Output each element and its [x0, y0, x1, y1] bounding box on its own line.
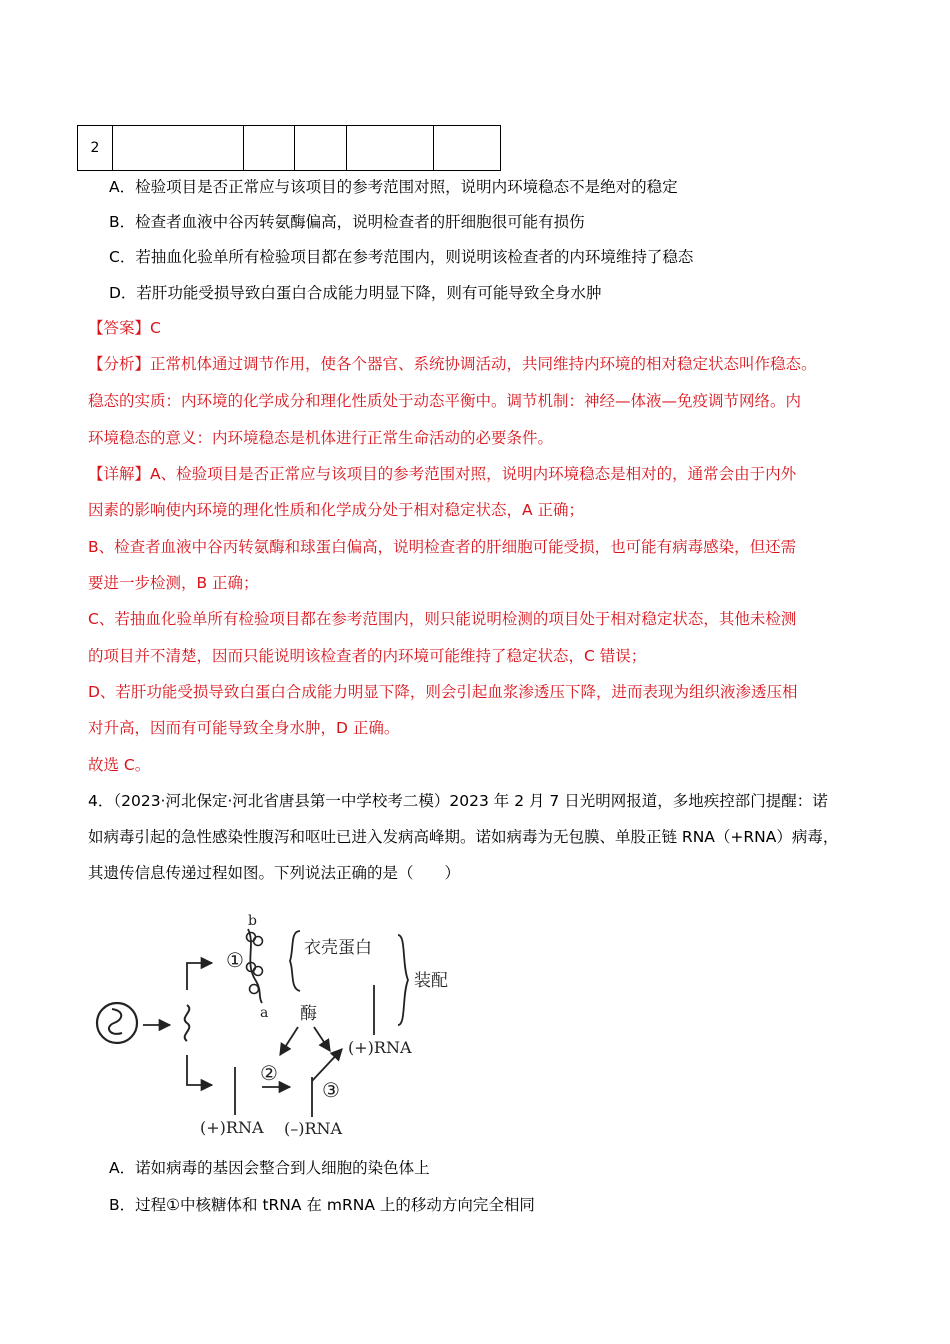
q4-option-a: A．诺如病毒的基因会整合到人细胞的染色体上	[109, 1159, 430, 1177]
table-cell	[295, 126, 347, 171]
step-3-arrow-icon	[312, 1049, 342, 1081]
step-2-label: ②	[260, 1061, 278, 1085]
assembly-label: 装配	[414, 971, 448, 991]
q3-analysis-line: 稳态的实质：内环境的化学成分和理化性质处于动态平衡中。调节机制：神经—体液—免疫调节网络。内	[88, 392, 802, 410]
label-a: a	[260, 1005, 269, 1021]
result-table-row	[77, 125, 501, 171]
table-cell	[244, 126, 295, 171]
q3-detail-line: D、若肝功能受损导致白蛋白合成能力明显下降，则会引起血浆渗透压下降，进而表现为组织液渗透压相	[88, 683, 798, 701]
table-cell	[113, 126, 244, 171]
q3-detail-line: 对升高，因而有可能导致全身水肿，D 正确。	[88, 719, 400, 737]
table-cell	[434, 126, 501, 171]
left-brace-icon	[290, 931, 300, 991]
q3-detail-line: B、检查者血液中谷丙转氨酶和球蛋白偏高，说明检查者的肝细胞可能受损，也可能有病毒感染，但还需	[88, 538, 797, 556]
q3-detail-line: 【详解】A、检验项目是否正常应与该项目的参考范围对照，说明内环境稳态是相对的，通常会由于内外	[88, 465, 797, 483]
q3-answer: 【答案】C	[88, 319, 161, 337]
q3-option-d: D．若肝功能受损导致白蛋白合成能力明显下降，则有可能导致全身水肿	[109, 284, 602, 302]
q3-conclusion: 故选 C。	[88, 756, 151, 774]
right-brace-icon	[398, 935, 408, 1025]
q3-detail-line: 因素的影响使内环境的理化性质和化学成分处于相对稳定状态，A 正确；	[88, 501, 585, 519]
q3-detail-line: C、若抽血化验单所有检验项目都在参考范围内，则只能说明检测的项目处于相对稳定状态，其他未检测	[88, 610, 797, 628]
label-b: b	[248, 913, 257, 929]
table-cell	[347, 126, 434, 171]
q3-option-b: B．检查者血液中谷丙转氨酶偏高，说明检查者的肝细胞很可能有损伤	[109, 213, 585, 231]
enzyme-arrow-icon	[280, 1027, 298, 1055]
branch-up-arrow-icon	[187, 963, 212, 990]
q4-stem-line: 其遗传信息传递过程如图。下列说法正确的是（ ）	[88, 864, 461, 882]
plus-rna-top-label: (+)RNA	[348, 1038, 412, 1057]
q4-stem-line: 4．（2023·河北保定·河北省唐县第一中学校考二模）2023 年 2 月 7 日光明网报道，多地疾控部门提醒：诺	[88, 792, 828, 810]
minus-rna-label: (–)RNA	[284, 1119, 343, 1138]
table-row-number: 2	[78, 126, 113, 171]
q4-stem-line: 如病毒引起的急性感染性腹泻和呕吐已进入发病高峰期。诺如病毒为无包膜、单股正链 RNA（+RNA）病毒，	[88, 828, 839, 846]
q3-analysis-line: 【分析】正常机体通过调节作用，使各个器官、系统协调活动，共同维持内环境的相对稳定状态叫作稳态。	[88, 355, 817, 373]
q3-detail-line: 要进一步检测，B 正确；	[88, 574, 259, 592]
ribosome-strand-icon	[247, 929, 263, 1003]
q3-option-c: C．若抽血化验单所有检验项目都在参考范围内，则说明该检查者的内环境维持了稳态	[109, 248, 694, 266]
branch-down-arrow-icon	[187, 1055, 212, 1085]
step-3-label: ③	[322, 1078, 340, 1102]
norovirus-replication-diagram	[90, 905, 470, 1145]
virus-icon	[97, 1003, 137, 1043]
wavy-rna-icon	[185, 1005, 190, 1041]
enzyme-label: 酶	[300, 1004, 317, 1024]
step-1-label: ①	[226, 948, 244, 972]
q4-option-b: B．过程①中核糖体和 tRNA 在 mRNA 上的移动方向完全相同	[109, 1196, 535, 1214]
enzyme-arrow-icon	[314, 1027, 330, 1051]
capsid-protein-label: 衣壳蛋白	[304, 938, 372, 958]
q3-analysis-line: 环境稳态的意义：内环境稳态是机体进行正常生命活动的必要条件。	[88, 429, 554, 447]
q3-detail-line: 的项目并不清楚，因而只能说明该检查者的内环境可能维持了稳定状态，C 错误；	[88, 647, 647, 665]
q3-option-a: A．检验项目是否正常应与该项目的参考范围对照，说明内环境稳态不是绝对的稳定	[109, 178, 678, 196]
plus-rna-bottom-label: (+)RNA	[200, 1118, 264, 1137]
